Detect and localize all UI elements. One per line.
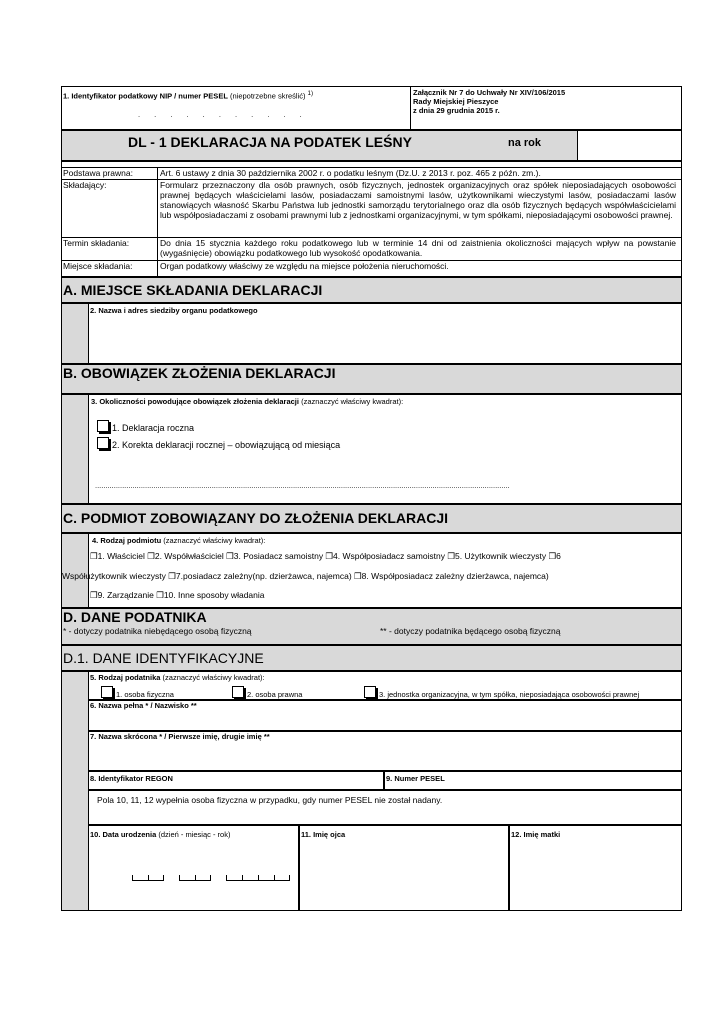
info-text-submitter: Formularz przeznaczony dla osób prawnych, osób fizycznych, jednostek organizacyjnych oraz spółek nieposiadających osobowości prawnej będących właścicielami lasów, posiadaczami samoistnymi lasów, użytkownikami wieczystymi lasów, posiadaczami lasów stanowiących własność Skarbu Państwa lub jednostki samorządu terytorialnego oraz dla osób fizycznych będących współwłaścicielami lub współposiadaczami z osobami prawnymi lub z jednostkami organizacyjnymi, w tym spółkami, nieposiadającymi osobowości prawnej. — [160, 180, 676, 220]
annex-line-2: Rady Miejskiej Pieszyce — [413, 97, 499, 106]
father-name-label: 11. Imię ojca — [301, 830, 346, 839]
annex-line-1: Załącznik Nr 7 do Uchwały Nr XIV/106/2015 — [413, 88, 566, 97]
birth-date-label — [90, 830, 230, 839]
entity-checkbox-1[interactable]: ❒ — [90, 551, 98, 561]
tax-office-field[interactable] — [88, 303, 682, 364]
fill-note-row — [88, 790, 682, 825]
info-text-deadline: Do dnia 15 stycznia każdego roku podatkowego lub w terminie 14 dni od zaistnienia okoliczności mających wpływ na powstanie (wygaśnięcie) obowiązku podatkowego lub wysokość opodatkowania. — [160, 238, 676, 258]
taxpayer-option-organization[interactable] — [364, 686, 639, 699]
section-d1-header — [61, 645, 682, 671]
declaration-type-field — [88, 394, 682, 504]
section-d-header — [61, 608, 682, 645]
field10-note: (dzień - miesiąc - rok) — [158, 830, 231, 839]
checkbox-organization[interactable] — [364, 686, 376, 698]
entity-line-3-text: 9. Zarządzanie ❒10. Inne sposoby władania — [97, 590, 265, 600]
option-annual-label: 1. Deklaracja roczna — [112, 423, 195, 433]
correction-month-dots[interactable]: ....................................................................................................................................................................................................... — [95, 481, 510, 490]
father-name-field[interactable] — [299, 825, 509, 911]
field5-label: 5. Rodzaj podatnika — [90, 673, 161, 682]
nip-pesel-field[interactable] — [63, 89, 408, 101]
option-correction-label: 2. Korekta deklaracji rocznej – obowiązującą od miesiąca — [112, 440, 341, 450]
entity-type-label — [92, 536, 265, 545]
info-label-place: Miejsce składania: — [63, 261, 133, 271]
section-b-title: B. OBOWIĄZEK ZŁOŻENIA DEKLARACJI — [63, 365, 336, 381]
regon-field[interactable] — [88, 771, 384, 790]
checkbox-correction[interactable] — [97, 437, 109, 449]
option-correction[interactable] — [97, 437, 340, 450]
checkbox-annual[interactable] — [97, 420, 109, 432]
field3-note: (zaznaczyć właściwy kwadrat): — [301, 397, 404, 406]
option-annual[interactable] — [97, 420, 194, 433]
field4-note: (zaznaczyć właściwy kwadrat): — [163, 536, 266, 545]
full-name-field[interactable] — [88, 700, 682, 731]
regon-label: 8. Identyfikator REGON — [90, 774, 173, 783]
taxpayer-option-legal[interactable] — [232, 686, 302, 699]
section-a-header — [61, 277, 682, 303]
full-name-label: 6. Nazwa pełna * / Nazwisko ** — [90, 701, 197, 710]
field3-label: 3. Okoliczności powodujące obowiązek złożenia deklaracji — [91, 397, 299, 406]
note-legal-entity: * - dotyczy podatnika niebędącego osobą fizyczną — [63, 626, 252, 636]
taxpayer-type-field — [88, 671, 682, 700]
taxpayer-option-natural[interactable] — [101, 686, 174, 699]
field10-label: 10. Data urodzenia — [90, 830, 157, 839]
nip-pesel-note: (niepotrzebne skreślić) — [230, 91, 306, 101]
mother-name-field[interactable] — [509, 825, 682, 911]
year-label: na rok — [508, 137, 542, 149]
birth-year-input[interactable] — [226, 874, 290, 881]
nip-pesel-label: 1. Identyfikator podatkowy NIP / numer PESEL — [63, 91, 228, 101]
fill-note: Pola 10, 11, 12 wypełnia osoba fizyczna w przypadku, gdy numer PESEL nie został nadany. — [97, 795, 443, 805]
birth-month-input[interactable] — [179, 874, 211, 881]
entity-line-1-text: 1. Właściciel ❒2. Współwłaściciel ❒3. Posiadacz samoistny ❒4. Współposiadacz samoistny ❒5. Użytkownik wieczysty ❒6 — [97, 551, 561, 561]
field4-label: 4. Rodzaj podmiotu — [92, 536, 162, 545]
section-c-header — [61, 504, 682, 533]
entity-checkbox-9[interactable]: ❒ — [90, 590, 98, 600]
taxpayer-option-legal-label: 2. osoba prawna — [247, 690, 303, 699]
field5-note: (zaznaczyć właściwy kwadrat): — [162, 673, 265, 682]
info-text-legal: Art. 6 ustawy z dnia 30 października 2002 r. o podatku leśnym (Dz.U. z 2013 r. poz. 465 z późn. zm.). — [160, 168, 541, 178]
year-input[interactable] — [577, 130, 682, 161]
short-name-label: 7. Nazwa skrócona * / Pierwsze imię, drugie imię ** — [90, 732, 270, 741]
declaration-type-label — [91, 397, 403, 406]
info-text-place: Organ podatkowy właściwy ze względu na miejsce położenia nieruchomości. — [160, 261, 449, 271]
checkbox-legal-person[interactable] — [232, 686, 244, 698]
section-d-title: D. DANE PODATNIKA — [63, 609, 207, 625]
note-natural-person: ** - dotyczy podatnika będącego osobą fizyczną — [380, 626, 561, 636]
entity-options-line-3[interactable] — [90, 590, 265, 600]
form-title: DL - 1 DEKLARACJA NA PODATEK LEŚNY — [128, 134, 412, 150]
annex-info — [413, 88, 678, 115]
nip-pesel-dots: . . . . . . . . . . . — [138, 110, 308, 119]
birth-day-input[interactable] — [132, 874, 164, 881]
annex-line-3: z dnia 29 grudnia 2015 r. — [413, 106, 500, 115]
section-d1-title: D.1. DANE IDENTYFIKACYJNE — [63, 650, 264, 666]
mother-name-label: 12. Imię matki — [511, 830, 561, 839]
header-divider — [410, 86, 411, 130]
tax-office-label: 2. Nazwa i adres siedziby organu podatkowego — [90, 306, 258, 315]
section-b-header — [61, 364, 682, 394]
pesel-field[interactable] — [384, 771, 682, 790]
pesel-label: 9. Numer PESEL — [386, 774, 445, 783]
taxpayer-type-label — [90, 673, 265, 682]
nip-pesel-sup: 1) — [307, 90, 314, 97]
entity-options-line-2[interactable]: Współużytkownik wieczysty ❒7.posiadacz zależny(np. dzierżawca, najemca) ❒8. Współposiadacz zależny dzierżawca, najemca) — [62, 571, 549, 581]
info-label-deadline: Termin składania: — [63, 238, 130, 248]
entity-type-field — [62, 533, 682, 608]
birth-date-field[interactable] — [88, 825, 299, 911]
short-name-field[interactable] — [88, 731, 682, 771]
info-label-legal: Podstawa prawna: — [63, 168, 133, 178]
info-label-submitter: Składający: — [63, 180, 107, 190]
section-a-title: A. MIEJSCE SKŁADANIA DEKLARACJI — [63, 282, 323, 298]
entity-options-line-1[interactable] — [90, 551, 561, 561]
section-c-title: C. PODMIOT ZOBOWIĄZANY DO ZŁOŻENIA DEKLARACJI — [63, 510, 448, 526]
taxpayer-option-natural-label: 1. osoba fizyczna — [116, 690, 174, 699]
taxpayer-option-organization-label: 3. jednostka organizacyjna, w tym spółka, nieposiadająca osobowości prawnej — [379, 690, 640, 699]
checkbox-natural-person[interactable] — [101, 686, 113, 698]
